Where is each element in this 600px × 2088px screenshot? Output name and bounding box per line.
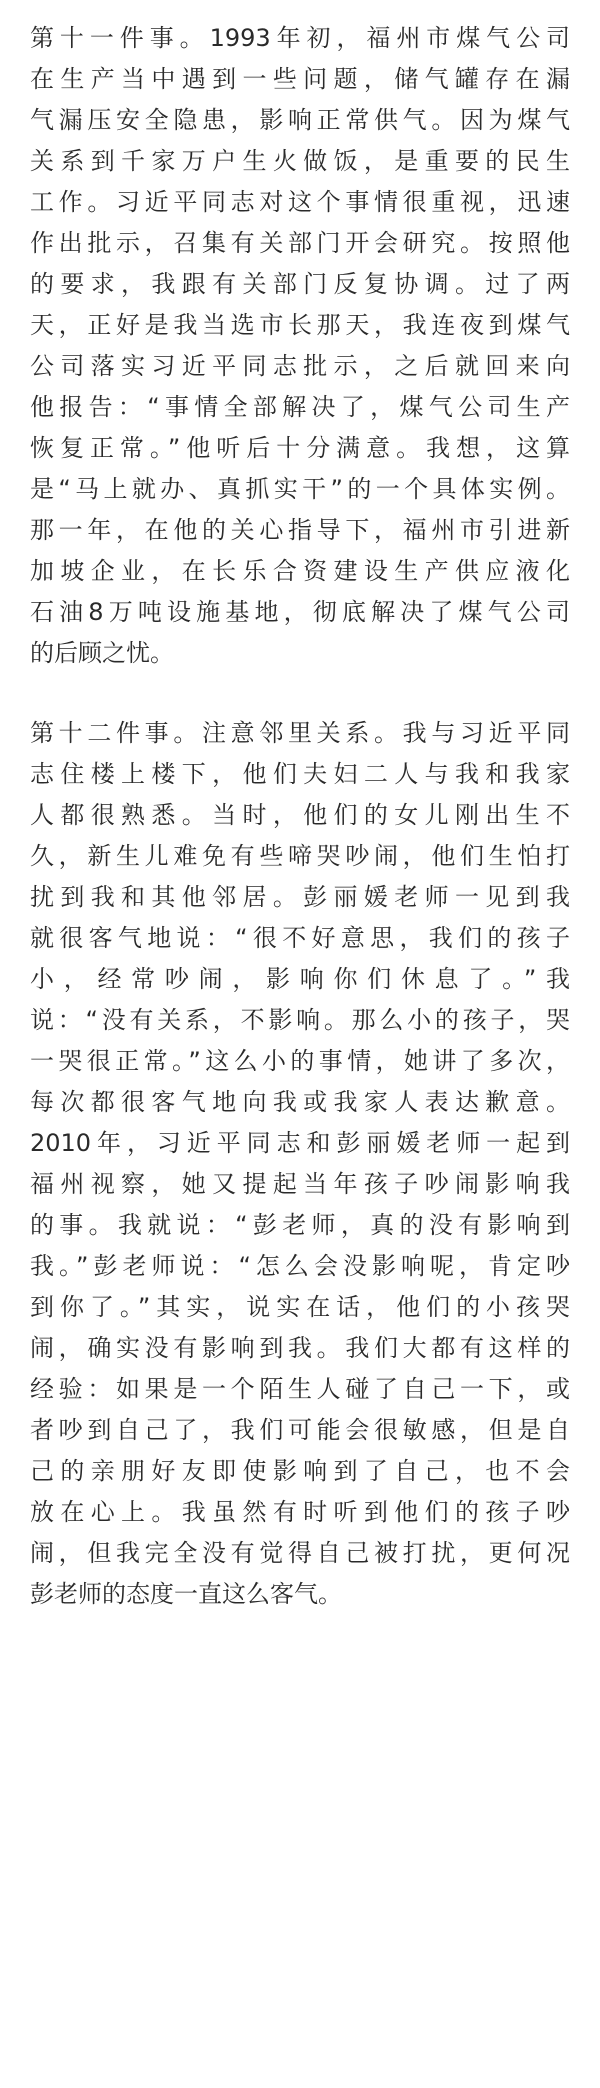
text-line: 志住楼上楼下，他们夫妇二人与我和我家 <box>30 760 570 788</box>
paragraph-spacer <box>30 674 570 713</box>
text-line: 说：“没有关系，不影响。那么小的孩子，哭 <box>30 1006 570 1034</box>
text-line: 气漏压安全隐患，影响正常供气。因为煤气 <box>30 106 570 134</box>
text-line: 第十二件事。注意邻里关系。我与习近平同 <box>30 719 570 747</box>
text-line: 闹，但我完全没有觉得自己被打扰，更何况 <box>30 1539 570 1567</box>
text-line: 放在心上。我虽然有时听到他们的孩子吵 <box>30 1498 570 1526</box>
text-line: 的后顾之忧。 <box>30 639 174 667</box>
text-line: 加坡企业，在长乐合资建设生产供应液化 <box>30 557 570 585</box>
text-line: 彭老师的态度一直这么客气。 <box>30 1580 342 1608</box>
text-line: 他报告：“事情全部解决了，煤气公司生产 <box>30 393 570 421</box>
article-body <box>30 18 570 1615</box>
text-line: 作出批示，召集有关部门开会研究。按照他 <box>30 229 570 257</box>
text-line: 的要求，我跟有关部门反复协调。过了两 <box>30 270 570 298</box>
text-line: 己的亲朋好友即使影响到了自己，也不会 <box>30 1457 570 1485</box>
text-line: 就很客气地说：“很不好意思，我们的孩子 <box>30 924 570 952</box>
paragraph-twelfth-matter <box>30 713 570 1615</box>
text-line: 扰到我和其他邻居。彭丽媛老师一见到我 <box>30 883 570 911</box>
text-line: 石油8万吨设施基地，彻底解决了煤气公司 <box>30 598 570 626</box>
paragraph-eleventh-matter <box>30 18 570 674</box>
text-line: 福州视察，她又提起当年孩子吵闹影响我 <box>30 1170 570 1198</box>
text-line: 工作。习近平同志对这个事情很重视，迅速 <box>30 188 570 216</box>
text-line: 我。”彭老师说：“怎么会没影响呢，肯定吵 <box>30 1252 570 1280</box>
text-line: 是“马上就办、真抓实干”的一个具体实例。 <box>30 475 570 503</box>
text-line: 的事。我就说：“彭老师，真的没有影响到 <box>30 1211 570 1239</box>
text-line: 那一年，在他的关心指导下，福州市引进新 <box>30 516 570 544</box>
text-line: 每次都很客气地向我或我家人表达歉意。 <box>30 1088 570 1116</box>
text-line: 小，经常吵闹，影响你们休息了。”我 <box>30 965 570 993</box>
text-line: 第十一件事。1993年初，福州市煤气公司 <box>30 24 570 52</box>
text-line: 者吵到自己了，我们可能会很敏感，但是自 <box>30 1416 570 1444</box>
text-line: 关系到千家万户生火做饭，是重要的民生 <box>30 147 570 175</box>
text-line: 恢复正常。”他听后十分满意。我想，这算 <box>30 434 570 462</box>
text-line: 天，正好是我当选市长那天，我连夜到煤气 <box>30 311 570 339</box>
text-line: 久，新生儿难免有些啼哭吵闹，他们生怕打 <box>30 842 570 870</box>
text-line: 闹，确实没有影响到我。我们大都有这样的 <box>30 1334 570 1362</box>
text-line: 在生产当中遇到一些问题，储气罐存在漏 <box>30 65 570 93</box>
text-line: 经验：如果是一个陌生人碰了自己一下，或 <box>30 1375 570 1403</box>
text-line: 2010年，习近平同志和彭丽媛老师一起到 <box>30 1129 570 1157</box>
text-line: 到你了。”其实，说实在话，他们的小孩哭 <box>30 1293 570 1321</box>
text-line: 一哭很正常。”这么小的事情，她讲了多次， <box>30 1047 570 1075</box>
text-line: 人都很熟悉。当时，他们的女儿刚出生不 <box>30 801 570 829</box>
text-line: 公司落实习近平同志批示，之后就回来向 <box>30 352 570 380</box>
